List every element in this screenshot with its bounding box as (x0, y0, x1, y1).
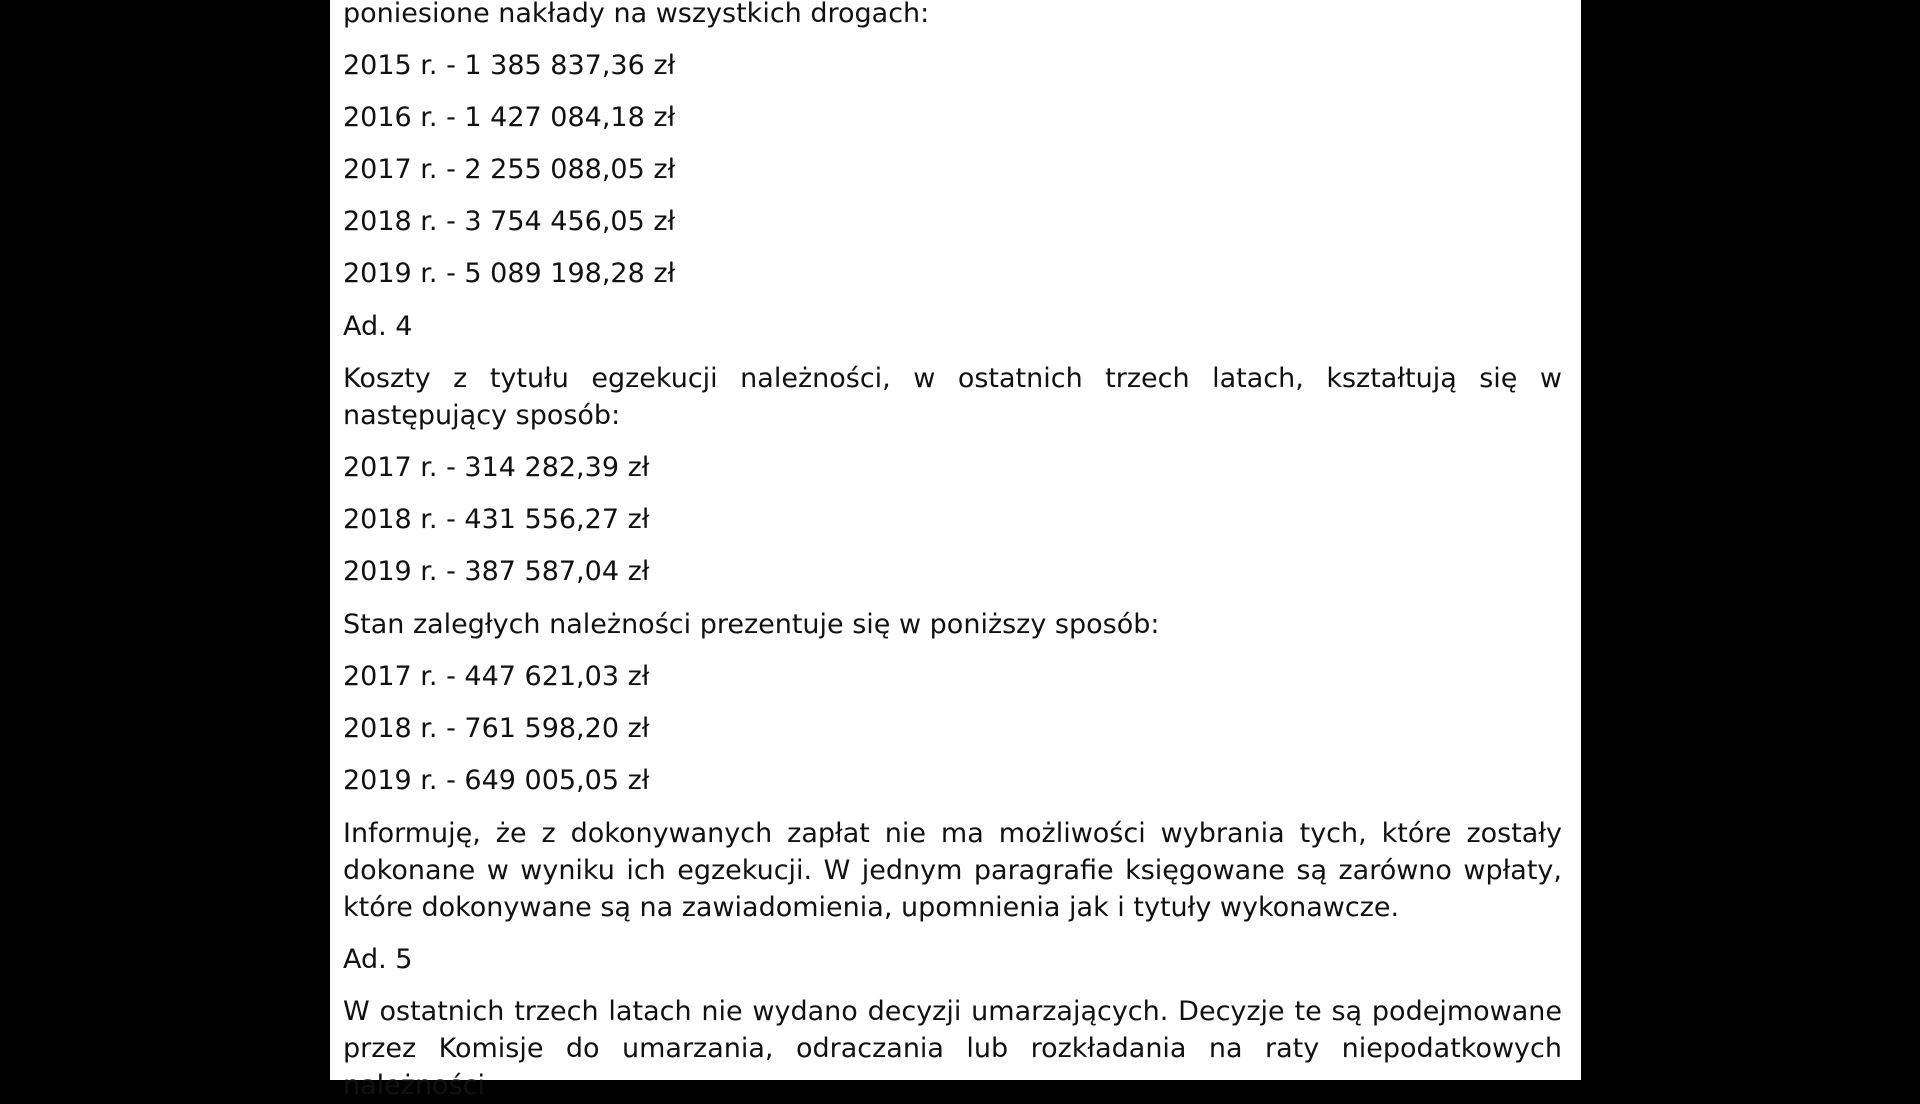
enforcement-cost-2017: 2017 r. - 314 282,39 zł (343, 452, 650, 483)
enforcement-cost-2019: 2019 r. - 387 587,04 zł (343, 556, 650, 587)
document-page (330, 0, 1581, 1101)
road-cost-2019: 2019 r. - 5 089 198,28 zł (343, 258, 676, 289)
ad4-paragraph: Koszty z tytułu egzekucji należności, w ostatnich trzech latach, kształtują się w następujący sposób: (343, 363, 1562, 431)
arrears-2019: 2019 r. - 649 005,05 zł (343, 765, 650, 796)
ad4-heading: Ad. 4 (343, 311, 413, 342)
road-cost-2015: 2015 r. - 1 385 837,36 zł (343, 50, 676, 81)
ad5-heading: Ad. 5 (343, 944, 413, 975)
enforcement-cost-2018: 2018 r. - 431 556,27 zł (343, 504, 650, 535)
arrears-2017: 2017 r. - 447 621,03 zł (343, 661, 650, 692)
intro-line: poniesione nakłady na wszystkich drogach: (343, 0, 930, 29)
ad5-paragraph: W ostatnich trzech latach nie wydano decyzji umarzających. Decyzje te są podejmowane przez Komisje do umarzania, odraczania lub rozkładania na raty niepodatkowych należności (343, 996, 1562, 1101)
info-paragraph: Informuję, że z dokonywanych zapłat nie ma możliwości wybrania tych, które zostały dokonane w wyniku ich egzekucji. W jednym paragrafie księgowane są zarówno wpłaty, które dokonywane są na zawiadomienia, upomnienia jak i tytuły wykonawcze. (343, 818, 1562, 923)
road-cost-2016: 2016 r. - 1 427 084,18 zł (343, 102, 676, 133)
arrears-2018: 2018 r. - 761 598,20 zł (343, 713, 650, 744)
arrears-intro: Stan zaległych należności prezentuje się w poniższy sposób: (343, 609, 1160, 640)
road-cost-2018: 2018 r. - 3 754 456,05 zł (343, 206, 676, 237)
road-cost-2017: 2017 r. - 2 255 088,05 zł (343, 154, 676, 185)
